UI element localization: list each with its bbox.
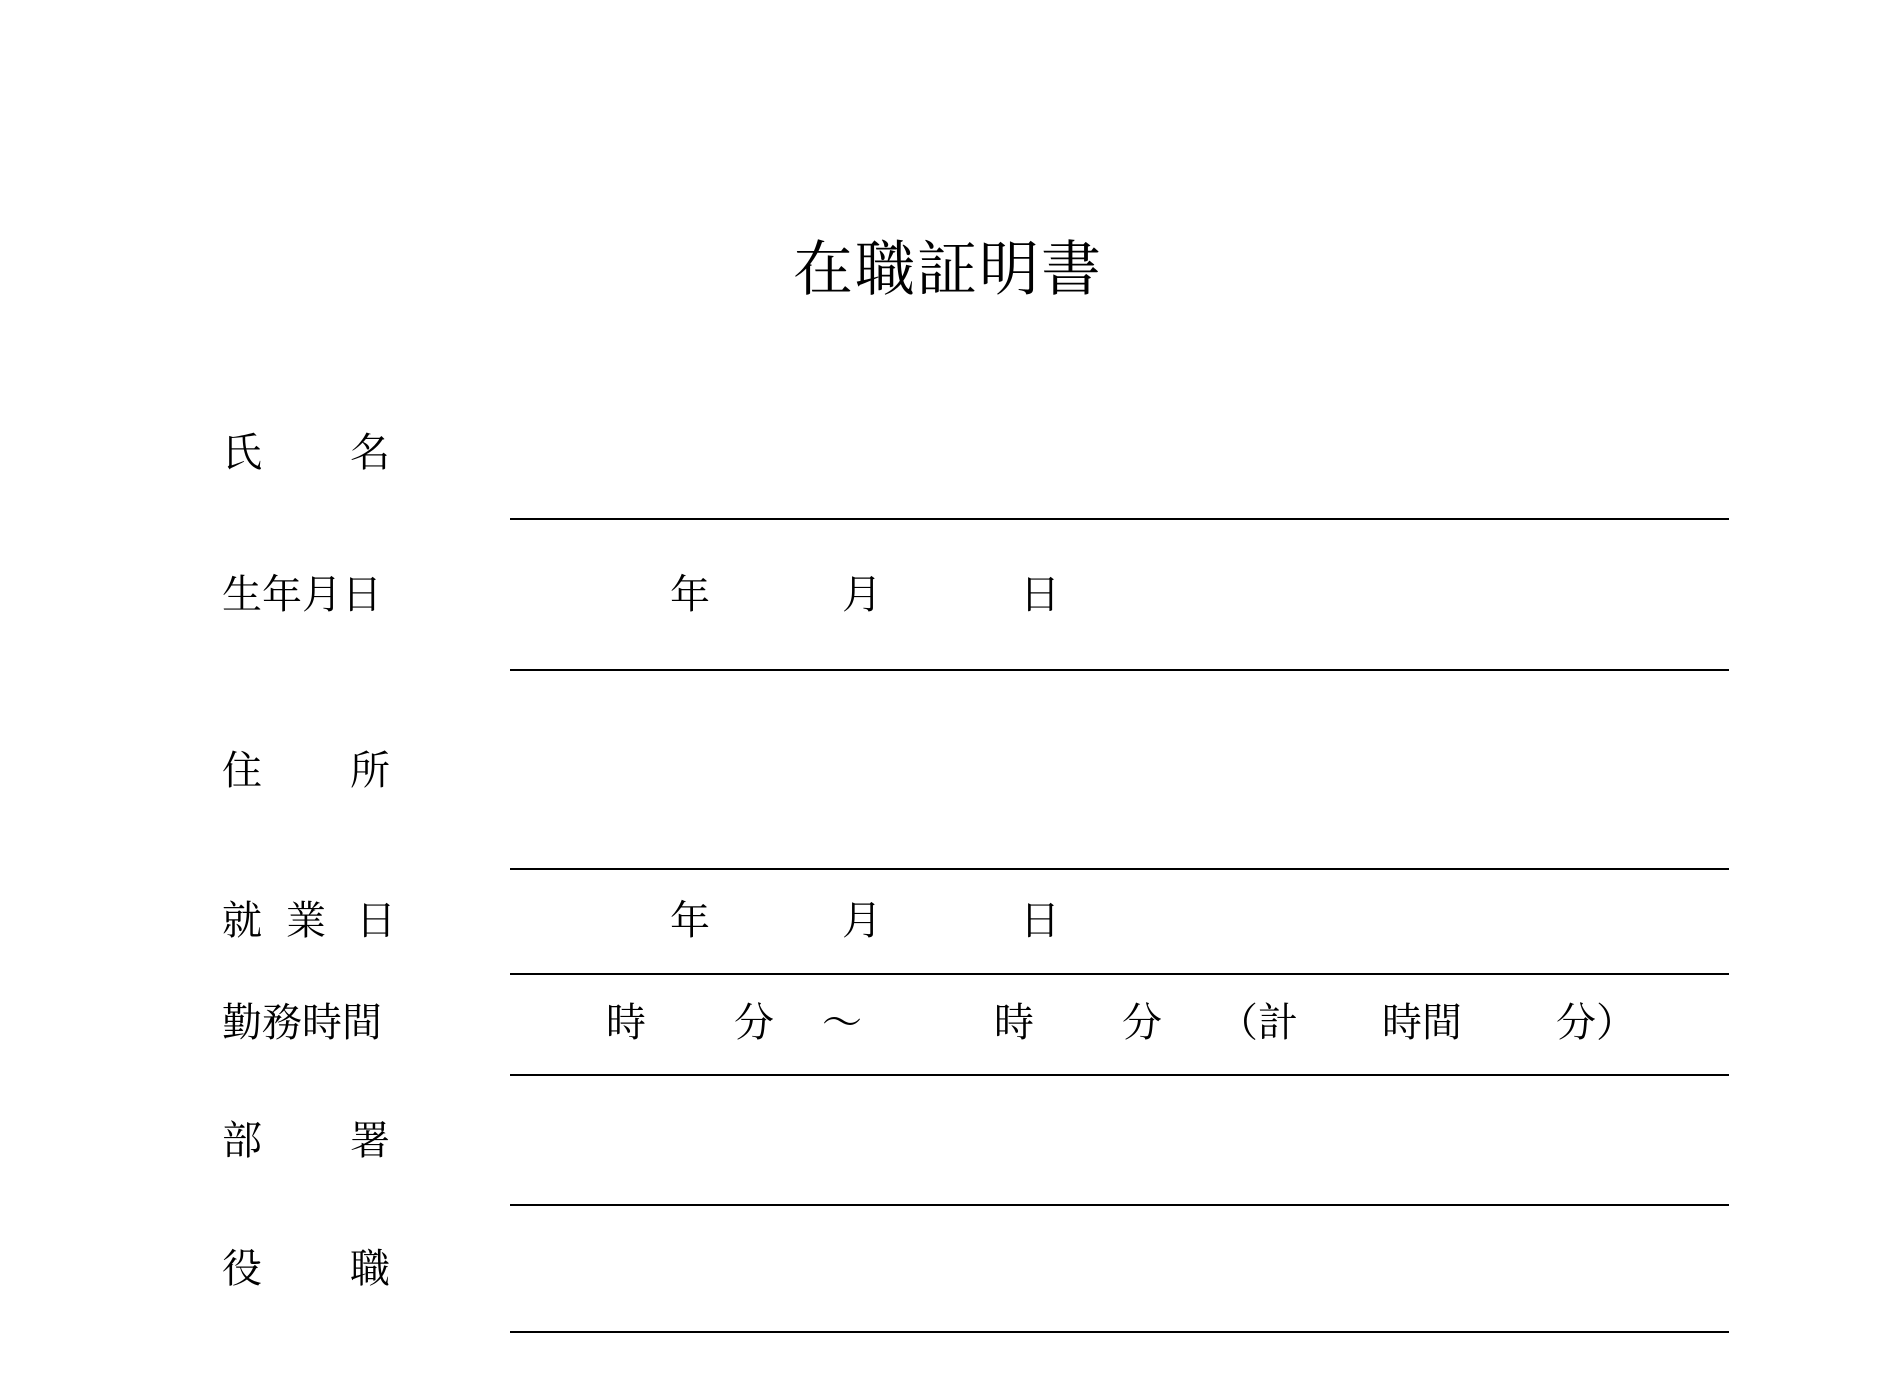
label-address-2: 所 (350, 748, 390, 794)
birthdate-day: 日 (1020, 572, 1060, 618)
label-position-2: 職 (350, 1246, 390, 1292)
work-start-hour: 時 (606, 1000, 646, 1046)
start-date-year: 年 (670, 898, 710, 944)
label-start-date-1: 就 (222, 898, 262, 944)
name-field-line[interactable] (510, 518, 1729, 520)
label-birthdate: 生年月日 (222, 572, 382, 618)
start-date-field-line[interactable] (510, 973, 1729, 975)
birthdate-field-line[interactable] (510, 669, 1729, 671)
label-address-1: 住 (222, 748, 262, 794)
work-end-hour: 時 (994, 1000, 1034, 1046)
birthdate-month: 月 (842, 572, 882, 618)
work-end-min: 分 (1122, 1000, 1162, 1046)
address-field-line[interactable] (510, 868, 1729, 870)
label-work-hours: 勤務時間 (222, 1000, 382, 1046)
label-name-2: 名 (350, 430, 390, 476)
work-total-open: （計 (1218, 1000, 1298, 1046)
label-position-1: 役 (222, 1246, 262, 1292)
label-start-date-3: 日 (356, 898, 396, 944)
work-total-min: 分） (1556, 1000, 1636, 1046)
department-field-line[interactable] (510, 1204, 1729, 1206)
work-start-min: 分 (734, 1000, 774, 1046)
work-hours-field-line[interactable] (510, 1074, 1729, 1076)
label-name-1: 氏 (222, 430, 262, 476)
birthdate-year: 年 (670, 572, 710, 618)
label-department-1: 部 (222, 1118, 262, 1164)
work-tilde: ～ (822, 1000, 862, 1046)
label-start-date-2: 業 (286, 898, 326, 944)
document-title: 在職証明書 (793, 235, 1103, 305)
position-field-line[interactable] (510, 1331, 1729, 1333)
start-date-month: 月 (842, 898, 882, 944)
start-date-day: 日 (1020, 898, 1060, 944)
work-total-hours: 時間 (1382, 1000, 1462, 1046)
label-department-2: 署 (350, 1118, 390, 1164)
